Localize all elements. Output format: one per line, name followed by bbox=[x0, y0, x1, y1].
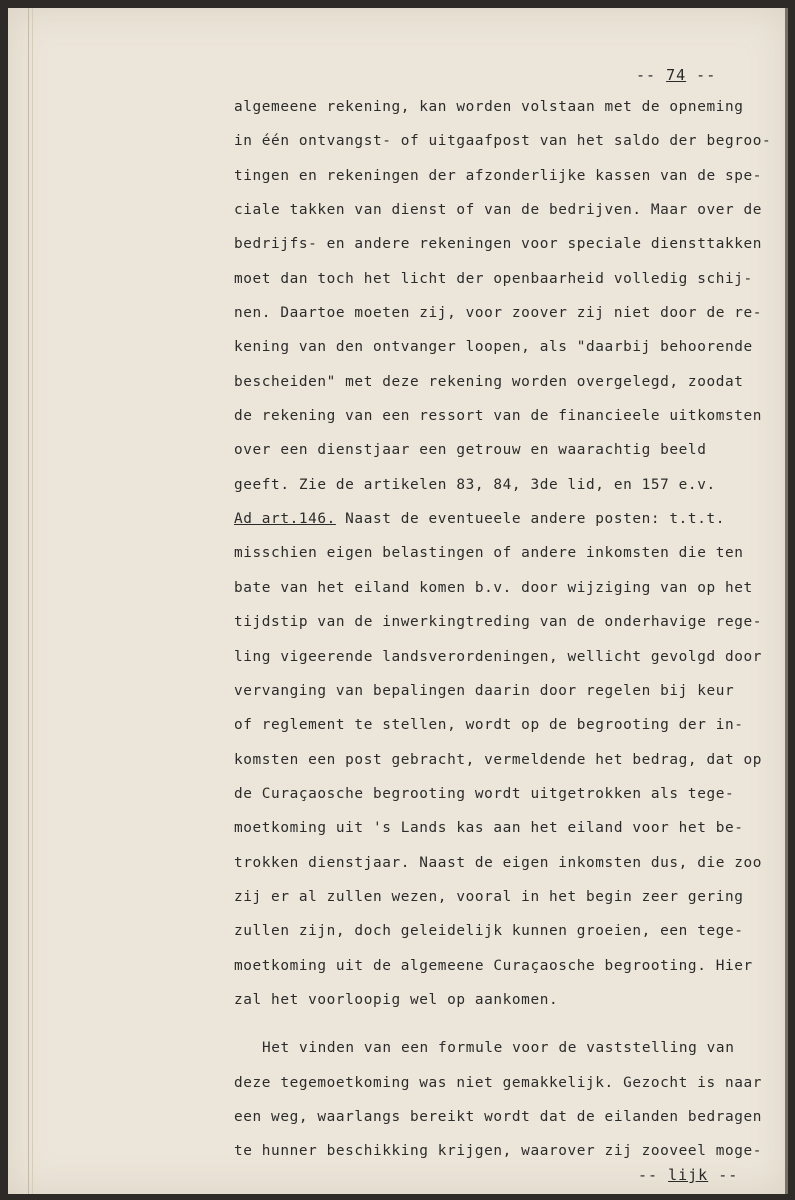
text-line: deze tegemoetkoming was niet gemakkelijk. Gezocht is naar bbox=[234, 1074, 763, 1091]
paragraph-3 bbox=[234, 1031, 763, 1168]
text-line: tingen en rekeningen der afzonderlijke kassen van de spe- bbox=[234, 167, 763, 184]
page-number: -- 74 -- bbox=[636, 66, 717, 84]
text-line: bedrijfs- en andere rekeningen voor speciale diensttakken bbox=[234, 236, 763, 253]
text-line: tijdstip van de inwerkingtreding van de onderhavige rege- bbox=[234, 614, 763, 631]
text-line: zij er al zullen wezen, vooral in het begin zeer gering bbox=[234, 888, 744, 905]
text-line: te hunner beschikking krijgen, waarover zij zooveel moge- bbox=[234, 1143, 763, 1160]
text-line: bescheiden" met deze rekening worden overgelegd, zoodat bbox=[234, 373, 744, 390]
text-line: de Curaçaosche begrooting wordt uitgetrokken als tege- bbox=[234, 785, 735, 802]
text-line: een weg, waarlangs bereikt wordt dat de eilanden bedragen bbox=[234, 1108, 763, 1125]
article-heading-rest: Naast de eventueele andere posten: t.t.t. bbox=[335, 511, 725, 528]
page-edge bbox=[785, 8, 788, 1194]
text-line: trokken dienstjaar. Naast de eigen inkomsten dus, die zoo bbox=[234, 854, 763, 871]
text-line: nen. Daartoe moeten zij, voor zoover zij niet door de re- bbox=[234, 305, 763, 322]
text-line: geeft. Zie de artikelen 83, 84, 3de lid, en 157 e.v. bbox=[234, 476, 716, 493]
text-line: ling vigeerende landsverordeningen, wellicht gevolgd door bbox=[234, 648, 763, 665]
catchword-value: lijk bbox=[668, 1166, 709, 1184]
typed-text-body bbox=[234, 90, 772, 1169]
text-line: Het vinden van een formule voor de vaststelling van bbox=[262, 1040, 735, 1057]
text-line: zullen zijn, doch geleidelijk kunnen groeien, een tege- bbox=[234, 923, 744, 940]
text-line bbox=[234, 502, 754, 536]
text-line: bate van het eiland komen b.v. door wijziging van op het bbox=[234, 579, 753, 596]
text-line: ciale takken van dienst of van de bedrijven. Maar over de bbox=[234, 202, 763, 219]
binding-margin-line bbox=[28, 8, 29, 1194]
article-heading: Ad art.146. bbox=[234, 511, 336, 528]
text-line: moet dan toch het licht der openbaarheid volledig schij- bbox=[234, 270, 753, 287]
page-number-value: 74 bbox=[666, 66, 687, 84]
paragraph-1 bbox=[234, 90, 772, 502]
text-line: kening van den ontvanger loopen, als "daarbij behoorende bbox=[234, 339, 753, 356]
paragraph-2 bbox=[234, 502, 763, 1017]
text-line: vervanging van bepalingen daarin door regelen bij keur bbox=[234, 682, 735, 699]
text-line: komsten een post gebracht, vermeldende het bedrag, dat op bbox=[234, 751, 763, 768]
text-line: de rekening van een ressort van de financieele uitkomsten bbox=[234, 408, 763, 425]
text-line: over een dienstjaar een getrouw en waarachtig beeld bbox=[234, 442, 707, 459]
text-line: algemeene rekening, kan worden volstaan met de opneming bbox=[234, 99, 744, 115]
text-line: moetkoming uit 's Lands kas aan het eiland voor het be- bbox=[234, 820, 744, 837]
text-line: in één ontvangst- of uitgaafpost van het saldo der begroo- bbox=[234, 133, 772, 150]
text-line: moetkoming uit de algemeene Curaçaosche begrooting. Hier bbox=[234, 957, 753, 974]
text-line: of reglement te stellen, wordt op de begrooting der in- bbox=[234, 717, 744, 734]
binding-margin-line-inner bbox=[32, 8, 33, 1194]
paragraph-gap bbox=[234, 1017, 754, 1031]
catchword: -- lijk -- bbox=[638, 1166, 739, 1184]
text-line: zal het voorloopig wel op aankomen. bbox=[234, 991, 559, 1008]
text-line: misschien eigen belastingen of andere inkomsten die ten bbox=[234, 545, 744, 562]
